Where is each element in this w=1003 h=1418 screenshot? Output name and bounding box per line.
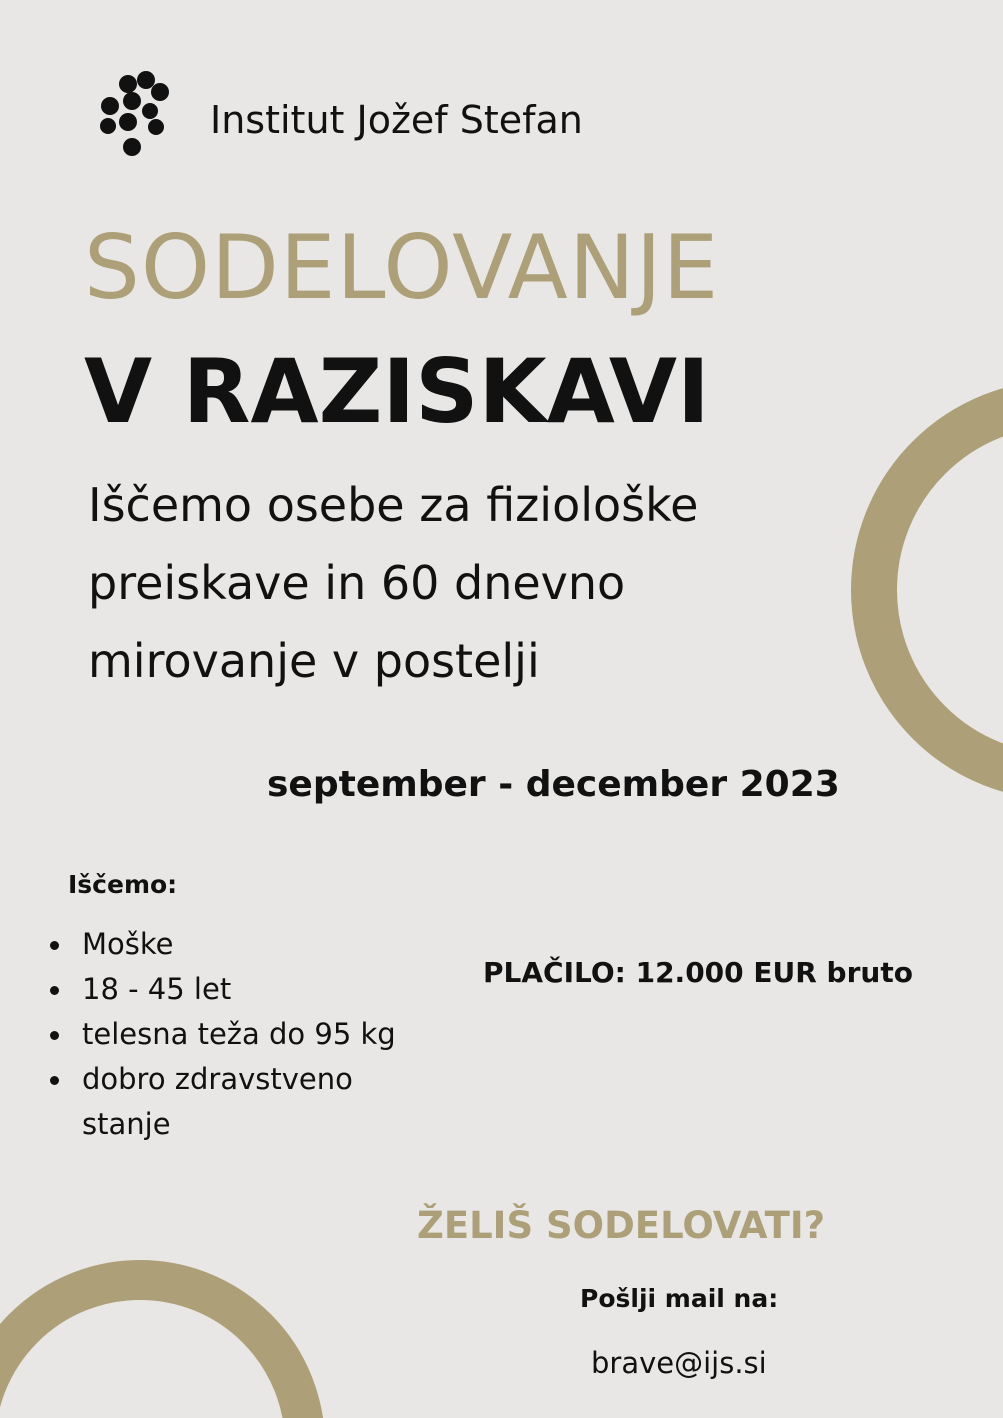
list-item: 18 - 45 let — [46, 967, 426, 1012]
subtitle-line: preiskave in 60 dnevno — [88, 556, 626, 610]
subtitle-line: mirovanje v postelji — [88, 634, 540, 688]
requirements-list — [46, 922, 426, 1147]
mail-label: Pošlji mail na: — [580, 1284, 779, 1313]
title-line-2: V RAZISKAVI — [84, 340, 710, 443]
list-item: dobro zdravstveno stanje — [46, 1057, 426, 1147]
organization-name: Institut Jožef Stefan — [210, 98, 583, 142]
study-period: september - december 2023 — [267, 764, 840, 805]
list-item: telesna teža do 95 kg — [46, 1012, 426, 1057]
decorative-ring-right — [851, 380, 1003, 800]
subtitle-line: Iščemo osebe za fiziološke — [88, 478, 699, 532]
call-to-action: ŽELIŠ SODELOVATI? — [417, 1204, 826, 1247]
list-item: Moške — [46, 922, 426, 967]
subtitle — [88, 466, 848, 700]
title-line-1: SODELOVANJE — [84, 216, 720, 319]
email-address[interactable]: brave@ijs.si — [591, 1346, 767, 1380]
dots-cluster-logo-icon — [96, 70, 176, 162]
decorative-ring-bottom — [0, 1260, 325, 1418]
requirements-heading: Iščemo: — [68, 870, 178, 899]
payment-info: PLAČILO: 12.000 EUR bruto — [483, 956, 913, 989]
